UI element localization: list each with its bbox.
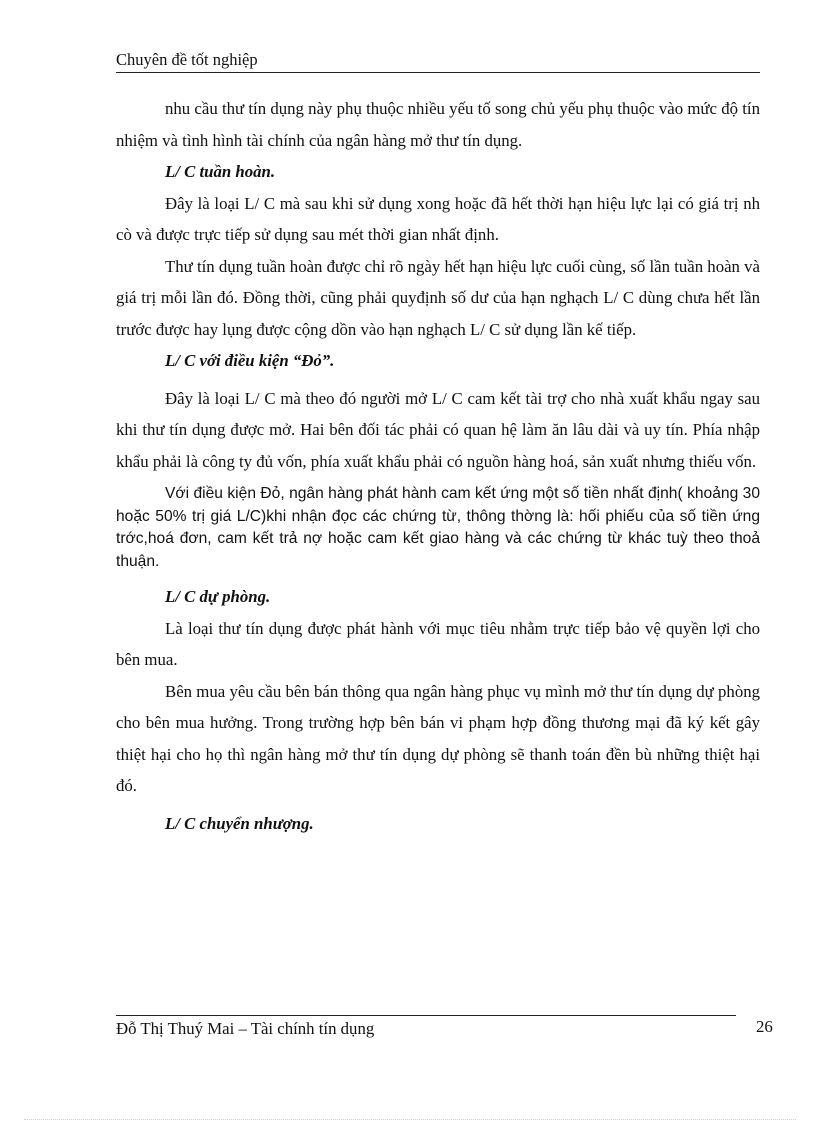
paragraph-revolving-details: Thư tín dụng tuần hoàn được chỉ rõ ngày hết hạn hiệu lực cuối cùng, số lần tuần hoàn và giá trị mỗi lần đó. Đồng thời, cũng phải quyđịnh số dư của hạn nghạch L/ C dùng chưa hết lần trước được hay lụng được cộng dồn vào hạn nghạch L/ C sử dụng lần kế tiếp.: [116, 256, 760, 339]
body-text: [116, 93, 760, 839]
footer-author: Đỗ Thị Thuý Mai – Tài chính tín dụng: [116, 1019, 375, 1038]
heading-red-clause-lc: L/ C với điều kiện “Đỏ”.: [165, 351, 335, 370]
page-number: 26: [756, 1017, 773, 1036]
heading-transferable-lc: L/ C chuyển nhượng.: [165, 813, 314, 833]
paragraph-revolving-definition: Đây là loại L/ C mà sau khi sử dụng xong hoặc đã hết thời hạn hiệu lực lại có giá trị nh cò và được trực tiếp sử dụng sau mét thời gian nhất định.: [116, 193, 760, 244]
paragraph-continuation: nhu cầu thư tín dụng này phụ thuộc nhiều yếu tố song chủ yếu phụ thuộc vào mức độ tín nhiệm và tình hình tài chính của ngân hàng mở thư tín dụng.: [116, 99, 760, 150]
page-header: Chuyên đề tốt nghiệp: [116, 50, 760, 73]
heading-revolving-lc: L/ C tuần hoàn.: [165, 162, 276, 181]
paragraph-red-clause-details: Với điều kiện Đỏ, ngân hàng phát hành cam kết ứng một số tiền nhất định( khoảng 30 hoặc 50% trị giá L/C)khi nhận đọc các chứng từ, thông thờng là: hối phiếu của số tiền ứng trớc,hoá đơn, cam kết trả nợ hoặc cam kết giao hàng và các chứng từ khác tuỳ theo thoả thuận.: [116, 485, 760, 570]
paragraph-red-clause-definition: Đây là loại L/ C mà theo đó người mở L/ C cam kết tài trợ cho nhà xuất khẩu ngay sau khi thư tín dụng được mở. Hai bên đối tác phải có quan hệ làm ăn lâu dài và uy tín. Phía nhập khẩu phải là công ty đủ vốn, phía xuất khẩu phải có nguồn hàng hoá, sản xuất nhưng thiếu vốn.: [116, 388, 760, 471]
page-bottom-border: [24, 1119, 796, 1120]
footer-divider: [116, 1015, 736, 1016]
paragraph-standby-definition: Là loại thư tín dụng được phát hành với mục tiêu nhằm trực tiếp bảo vệ quyền lợi cho bên mua.: [116, 618, 760, 669]
paragraph-standby-details: Bên mua yêu cầu bên bán thông qua ngân hàng phục vụ mình mở thư tín dụng dự phòng cho bên mua hưởng. Trong trường hợp bên bán vi phạm hợp đồng thương mại đã ký kết gây thiệt hại cho họ thì ngân hàng mở thư tín dụng dự phòng sẽ thanh toán đền bù những thiệt hại đó.: [116, 681, 760, 795]
heading-standby-lc: L/ C dự phòng.: [165, 587, 271, 606]
